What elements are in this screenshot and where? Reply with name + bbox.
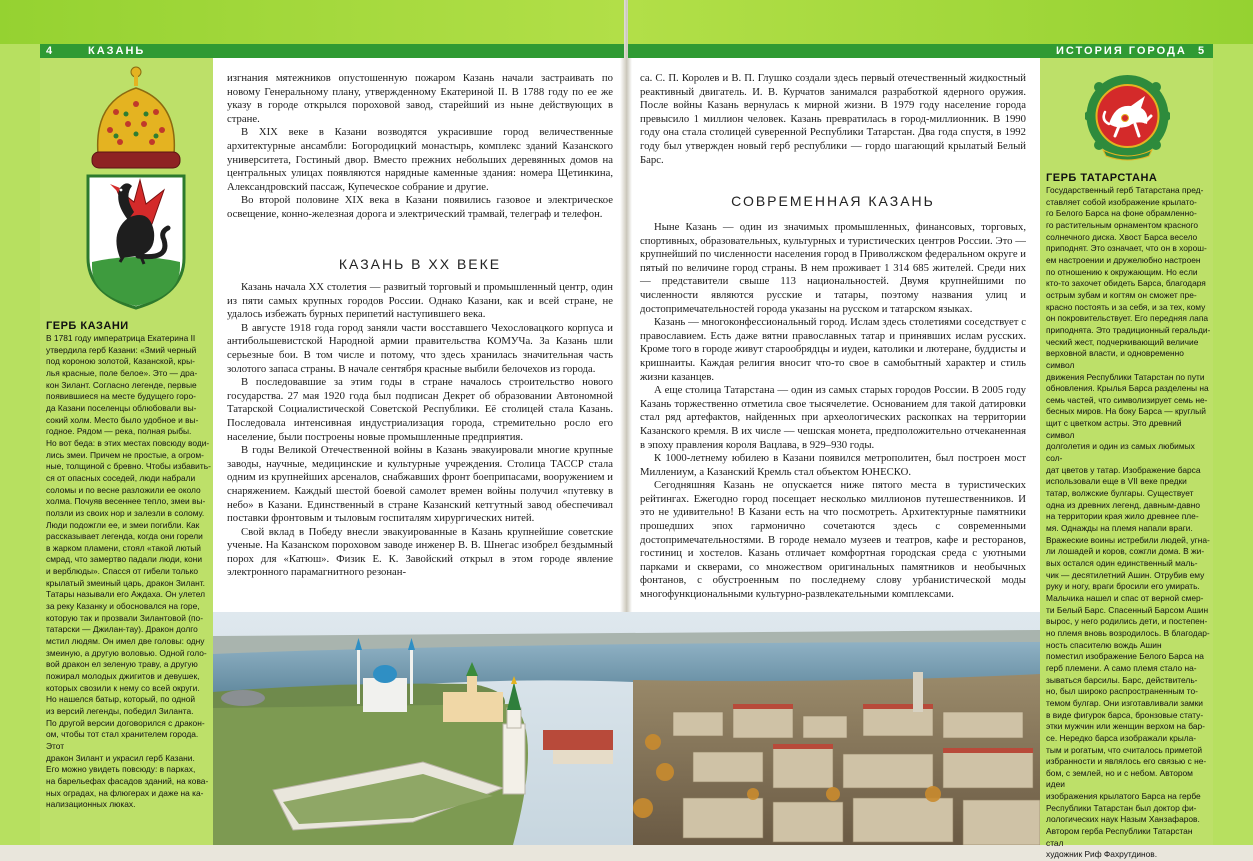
sidebar-text-line: татарски — Джилан-тау). Дракон долго [46, 624, 198, 635]
sidebar-text-line: се. Нередко барса изображали крыла- [1046, 732, 1197, 743]
sidebar-text-line: лья красные, поле белое». Это — дра- [46, 367, 198, 378]
article-paragraph: В годы Великой Отечественной войны в Казань эвакуировали многие крупные заводы, научные, медицинские и культурные учреждения. Столица ТАССР стала одним из крупнейших арсеналов, снабжавших фронт боеприпасами, вооружением и снаряжением. Каждый шестой боевой самолет времен войны получил «путевку в небо» в Казани. Единственный в стране Казанский кетгутный завод обеспечивал поставки фронтовым и тыловым госпиталям хирургических нитей. [227, 444, 613, 525]
sidebar-text-line: ем настроении и дружелюбно настроен [1046, 254, 1201, 265]
article-column-2-bottom [640, 221, 1026, 602]
sidebar-text-line: использовали еще в VII веке предки [1046, 476, 1187, 487]
sidebar-text-line: смрад, что замертво падали люди, кони [46, 554, 203, 565]
sidebar-text-line: но племя вновь возродилось. В благодар- [1046, 627, 1210, 638]
article-paragraph: Свой вклад в Победу внесли эвакуированные в Казань крупнейшие советские ученые. На Казанском пороховом заводе инженер В. В. Шнегас изобрел бездымный порох для «Катюш». Физик Е. К. Завойский открыл в этом городе явление электронного парамагнитного резонан- [227, 525, 613, 579]
sidebar-text-line: крылатый змеиный царь, дракон Зилант. [46, 577, 205, 588]
sidebar-text-kazan [46, 333, 211, 811]
sidebar-text-line: вырос, у него родились дети, и постепен- [1046, 616, 1208, 627]
sidebar-text-line: художник Риф Фахрутдинов. [1046, 849, 1158, 860]
article-paragraph: Казань начала XX столетия — развитый торговый и промышленный центр, один из пяти самых крупных городов России. Однако Казани, как и всей стране, не удалось избежать бурных перипетий наступившего века. [227, 281, 613, 321]
sidebar-text-line: годное. Рядом — река, полная рыбы. [46, 426, 192, 437]
top-band-left [0, 0, 624, 44]
sidebar-text-line: под короною золотой, Казанской, кры- [46, 356, 195, 367]
sidebar-text-line: изображения крылатого Барса на гербе [1046, 791, 1201, 802]
sidebar-text-line: острым зубам и когтям он сможет пре- [1046, 289, 1197, 300]
sidebar-text-line: движения Республики Татарстан по пути [1046, 371, 1205, 382]
sidebar-text-line: верховной власти, и одновременно символ [1046, 348, 1184, 370]
article-paragraph: В XIX веке в Казани возводятся украсившие город величественные архитектурные ансамбли: Богородицкий монастырь, комплекс зданий Казанского университета, Гостиный двор. Вместо прежних небольших деревянных домов на центральных улицах появляются нарядные каменные здания: номера Щетинкина, Александровский пассаж, Купеческое собрание и другие. [227, 126, 613, 193]
sidebar-text-line: по отношению к окружающим. Но если [1046, 266, 1198, 277]
sidebar-text-line: рассказывает легенда, когда они горели [46, 531, 203, 542]
sidebar-text-line: кто-то захочет обидеть Барса, благодаря [1046, 278, 1206, 289]
sidebar-text-line: красно постоять и за себя, и за тех, кому [1046, 301, 1206, 312]
sidebar-text-line: приподнят. Это означает, что он в хорош- [1046, 243, 1207, 254]
sidebar-text-line: долголетия и один из самых любимых сол- [1046, 441, 1195, 464]
sidebar-text-line: тым и рогатым, что считалось приметой [1046, 744, 1203, 755]
article-paragraph: са. С. П. Королев и В. П. Глушко создали здесь первый отечественный жидкостный реактивный двигатель. И. В. Курчатов занимался разработкой ядерного оружия. После войны Казань вернулась к мирной жизни. В 1979 году население города превысило 1 миллион человек. Казань превратилась в город-миллионник. В 1990 году она стала столицей суверенной Республики Татарстан. Два года спустя, в 1992 году был утвержден новый герб республики — гордо шагающий крылатый Белый Барс. [640, 72, 1026, 166]
article-column-2-top [640, 72, 1026, 167]
sidebar-text-line: Вражеские воины истребили людей, угна- [1046, 534, 1210, 545]
sidebar-text-line: змеиную, а другую воловью. Одной голо- [46, 647, 207, 658]
sidebar-text-line: за реку Казанку и обосновался на горе, [46, 601, 200, 612]
sidebar-text-line: в виде фигурок барса, бронзовые стату- [1046, 709, 1204, 720]
article-paragraph: изгнания мятежников опустошенную пожаром Казань начали застраивать по новому Генеральному плану, утвержденному Екатериной II. В 1788 году по ее же указу в городе открылся пороховой завод, старейший из ныне действующих в стране. [227, 72, 613, 125]
sidebar-text-line: герб племени. А само племя стало на- [1046, 662, 1197, 673]
sidebar-text-line: поместил изображение Белого Барса на [1046, 651, 1204, 662]
page-number-right: 5 [1198, 45, 1207, 57]
sidebar-text-line: щит с цветком астры. Это древний символ [1046, 418, 1182, 440]
running-title-right: ИСТОРИЯ ГОРОДА [1056, 45, 1187, 57]
sidebar-text-line: которую так и прозвали Зилантовой (по- [46, 612, 203, 623]
sidebar-text-line: ные, толщиной с бревно. Чтобы избавить- [46, 461, 211, 472]
sidebar-text-line: на территории края жило древнее пле- [1046, 511, 1199, 522]
sidebar-text-line: ползли из своих нор и залезли в солому. [46, 507, 205, 518]
sidebar-text-line: руку и ногу, враги бросили его умирать. [1046, 581, 1200, 592]
sidebar-text-line: семь частей, что символизирует семь не- [1046, 394, 1208, 405]
sidebar-text-line: Люди подожгли ее, и змеи погибли. Как [46, 519, 200, 530]
sidebar-text-line: приподнята. Это традиционный геральди- [1046, 324, 1211, 335]
sidebar-heading-kazan: ГЕРБ КАЗАНИ [46, 320, 129, 332]
article-paragraph: Во второй половине XIX века в Казани появились газовое и электрическое освещение, конно-железная дорога и электрический трамвай, телеграф и телефон. [227, 194, 613, 220]
page-number-left: 4 [46, 45, 55, 57]
sidebar-text-line: да Казани поселенцы облюбовали вы- [46, 402, 197, 413]
sidebar-text-line: чик — десятилетний Ашин. Отрубив ему [1046, 569, 1205, 580]
edge-strip-right [1213, 44, 1253, 845]
sidebar-text-line: ность спасителю вождь Ашин [1046, 639, 1162, 650]
sidebar-text-line: нализационных люках. [46, 799, 136, 810]
top-band-right [628, 0, 1253, 44]
sidebar-text-line: го Белого Барса на фоне обрамленно- [1046, 208, 1197, 219]
article-column-1-top [227, 72, 613, 222]
article-paragraph: В августе 1918 года город заняли части восставшего Чехословацкого корпуса и антибольшевистской Народной армии правительства КОМУЧа. За Казань шли серьезные бои. В том числе и потому, что здесь хранилась значительная часть золотого запаса страны. В начале сентября красные выбили белочехов из города. [227, 321, 613, 375]
sidebar-text-line: мя. Однажды на племя напали враги. [1046, 523, 1193, 534]
sidebar-text-line: дракон Зилант и украсил герб Казани. [46, 752, 195, 763]
sidebar-text-line: лологических наук Назым Ханзафаров. [1046, 814, 1200, 825]
article-paragraph: А еще столица Татарстана — один из самых старых городов России. В 2005 году Казань торжественно отметила свое тысячелетие. Основанием для такой датировки стал ряд артефактов, найденных при археологических раскопках на территории Казанского кремля. В их числе — чешская монета, предположительно отчеканенная в эпоху правления короля Вацлава, в 929–930 годы. [640, 384, 1026, 451]
sidebar-text-line: Татары называли его Аждаха. Он улетел [46, 589, 205, 600]
sidebar-text-line: Его можно увидеть повсюду: в парках, [46, 764, 196, 775]
kazan-panorama-illustration [213, 612, 1040, 845]
sidebar-text-line: Автором герба Республики Татарстан стал [1046, 826, 1193, 848]
sidebar-text-line: холма. Почуяв весеннее тепло, змеи вы- [46, 496, 206, 507]
sidebar-text-line: го растительным орнаментом красного [1046, 219, 1199, 230]
sidebar-text-line: ом, чтобы тот стал хранителем города. Этот [46, 729, 199, 751]
sidebar-text-line: темом булгар. Они изготавливали замки [1046, 697, 1203, 708]
sidebar-text-line: ли лошадей и коров, сожгли дома. В жи- [1046, 546, 1205, 557]
sidebar-text-line: Мальчика нашел и спас от верной смер- [1046, 592, 1204, 603]
sidebar-text-line: дат цветов у татар. Изображение барса [1046, 464, 1201, 475]
sidebar-text-line: татар, волжские булгары. Существует [1046, 488, 1194, 499]
kazan-coat-of-arms-image [80, 62, 192, 310]
sidebar-text-line: По другой версии договорился с дракон- [46, 717, 205, 728]
sidebar-text-line: ти Белый Барс. Спасенный Барсом Ашин [1046, 604, 1209, 615]
sidebar-text-line: Республики Татарстан был доктор фи- [1046, 802, 1197, 813]
tatarstan-coat-of-arms-image [1085, 70, 1170, 162]
sidebar-text-line: на барельефах фасадов зданий, на кова- [46, 775, 209, 786]
sidebar-text-line: Государственный герб Татарстана пред- [1046, 185, 1204, 195]
sidebar-text-line: В 1781 году императрица Екатерина II [46, 333, 196, 343]
article-column-1-bottom [227, 281, 613, 580]
article-paragraph: К 1000-летнему юбилею в Казани появился метрополитен, был построен мост Миллениум, а Казанский Кремль стал объектом ЮНЕСКО. [640, 452, 1026, 478]
sidebar-text-line: мстил людям. Он имел две головы: одну [46, 636, 205, 647]
kazan-panorama-photo [213, 612, 1040, 845]
sidebar-text-line: пожирал молодых джигитов и девушек, [46, 671, 200, 682]
sidebar-text-line: Но вот беда: в этих местах повсюду води- [46, 437, 210, 448]
sidebar-text-line: он покровительствует. Его передняя лапа [1046, 313, 1209, 324]
article-paragraph: В последовавшие за этим годы в стране началось строительство нового государства. 27 мая 1920 года был подписан Декрет об образовании Автономной Татарской Социалистической Советской Республики. Её столицей стала Казань. Последовала интенсивная индустриализация города, стремительно росло его население, были построены новые промышленные предприятия. [227, 376, 613, 443]
sidebar-text-line: ся от опасных соседей, люди набрали [46, 472, 196, 483]
section-heading-modern-kazan: СОВРЕМЕННАЯ КАЗАНЬ [731, 193, 935, 209]
sidebar-text-line: одна из древних легенд, давным-давно [1046, 499, 1200, 510]
sidebar-text-line: лись змеи. Причем не простые, а огром- [46, 449, 204, 460]
sidebar-text-tatarstan [1046, 185, 1212, 861]
edge-strip-left [0, 44, 40, 845]
sidebar-text-line: Но нашелся батыр, который, по одной [46, 694, 196, 705]
sidebar-text-line: которых свозили к нему со всей округи. [46, 682, 200, 693]
sidebar-text-line: солнечного диска. Хвост Барса весело [1046, 231, 1198, 242]
sidebar-text-line: ных оградах, на флюгерах и даже на ка- [46, 787, 204, 798]
sidebar-text-line: и верблюды». Спасся от гибели только [46, 566, 198, 577]
sidebar-text-line: обновления. Крылья Барса разделены на [1046, 383, 1209, 394]
article-paragraph: Сегодняшняя Казань не опускается ниже пятого места в туристических рейтингах. Ежегодно город посещает несколько миллионов путешественников. И это не удивительно! В Казани есть на что посмотреть. Архитектурные памятники прошедших эпох гармонично сочетаются здесь с современными достопримечательностями. В городе немало музеев и театров, кафе и ресторанов, гостиниц и хостелов. Казань отличает комфортная городская среда с уютными парками и скверами, со множеством оригинальных памятников и необычных фонтанов, с обустроенным по последнему слову урбанистической моды многофункциональными культурно-развлекательными комплексами. [640, 479, 1026, 601]
sidebar-text-line: этки мужчин или женщин верхом на бар- [1046, 721, 1205, 732]
sidebar-text-line: в жарком пламени, стоял «такой лютый [46, 542, 201, 553]
sidebar-text-line: избранности и являлось его связью с не- [1046, 756, 1207, 767]
sidebar-text-line: кон Зилант. Согласно легенде, первые [46, 379, 197, 390]
sidebar-text-line: ческий жест, подчеркивающий величие [1046, 336, 1199, 347]
sidebar-text-line: появившиеся на месте будущего горо- [46, 391, 196, 402]
running-title-left: КАЗАНЬ [88, 45, 146, 57]
sidebar-text-line: сокий холм. Место было удобное и вы- [46, 414, 199, 425]
article-paragraph: Казань — многоконфессиональный город. Ислам здесь столетиями соседствует с православием. Есть даже вятни православных татар и принявших ислам русских. Кроме того в городе живут старообрядцы и иудеи, католики и лютеране, буддисты и кришнаиты. Каждая религия вносит что-то свое в самобытный характер и стиль жизни казанцев. [640, 316, 1026, 383]
sidebar-heading-tatarstan: ГЕРБ ТАТАРСТАНА [1046, 172, 1158, 184]
sidebar-text-line: зываться барсилы. Барс, действитель- [1046, 674, 1198, 685]
sidebar-text-line: утвердила герб Казани: «Змий черный [46, 344, 197, 355]
sidebar-text-line: но, был широко распространенным то- [1046, 686, 1198, 697]
sidebar-text-line: ставляет собой изображение крылато- [1046, 196, 1197, 207]
article-paragraph: Ныне Казань — один из значимых промышленных, финансовых, торговых, спортивных, образовательных, культурных и туристических центров России. Это — крупнейший по численности населения город в Приволжском федеральном округе и пятый по величине город страны. В нем проживает 1 314 685 жителей. Среди них — представители свыше 113 национальностей. Двумя крупнейшими по численности являются русские и татары, поэтому названия улиц и достопримечательностей города указаны на русском и татарском языках. [640, 221, 1026, 315]
sidebar-text-line: вых остался один единственный маль- [1046, 558, 1198, 568]
sidebar-text-line: соломы и по весне разложили ее около [46, 484, 201, 495]
sidebar-text-line: бом, с землей, но и с небом. Автором идеи [1046, 767, 1193, 790]
sidebar-text-line: вой дракон ел зеленую траву, а другую [46, 659, 198, 670]
section-heading-xx-century: КАЗАНЬ В XX ВЕКЕ [338, 256, 502, 272]
sidebar-text-line: бесных миров. На боку Барса — круглый [1046, 406, 1206, 417]
sidebar-text-line: из версий легенды, победил Зиланта. [46, 706, 194, 716]
